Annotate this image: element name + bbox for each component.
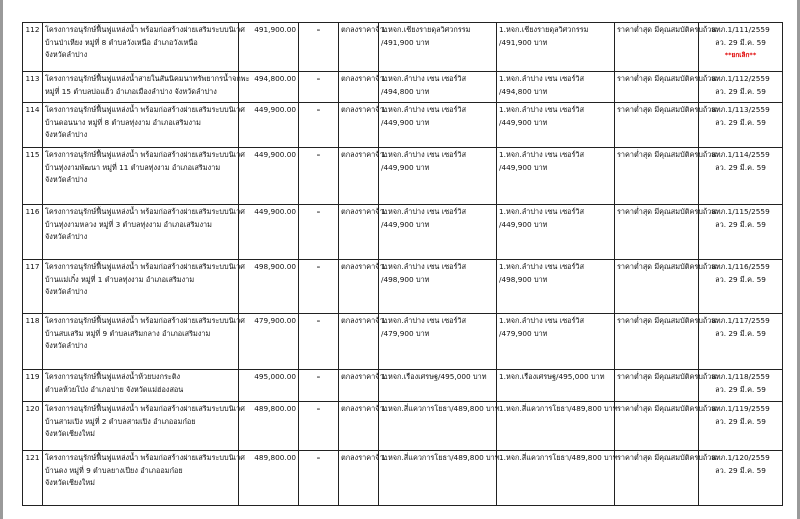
bidder-offer [379,103,497,148]
project-name-line: บ้านสามเปิง หมู่ที่ 2 ตำบลสามเปิง อำเภออมก๋อย [45,416,196,426]
budget-amount: 479,900.00 [239,314,299,370]
bidder-offer-line: /449,900 บาท [381,162,430,172]
table-row [23,370,783,402]
procurement-method: ตกลงราคาจ้าง [339,103,379,148]
contract-reference-line: ลว. 29 มี.ค. 59 [715,37,766,47]
budget-amount: 449,900.00 [239,205,299,260]
median-price: – [299,148,339,205]
contract-reference-line: ลว. 29 มี.ค. 59 [715,86,766,96]
selected-vendor-line: /449,900 บาท [499,162,548,172]
contract-reference-line: ลว. 29 มี.ค. 59 [715,162,766,172]
project-name-line: บ้านแม่เกิ๋ง หมู่ที่ 1 ตำบลทุ่งงาม อำเภอเสริมงาม [45,274,195,284]
project-name-line: บ้านทุ่งงามพัฒนา หมู่ที่ 11 ตำบลทุ่งงาม อำเภอเสริมงาม [45,162,221,172]
selected-vendor-line: /491,900 บาท [499,37,548,47]
selection-reason: ราคาต่ำสุด มีคุณสมบัติครบถ้วน [615,402,699,451]
procurement-method: ตกลงราคาจ้าง [339,314,379,370]
project-name [43,402,245,451]
bidder-offer [379,402,500,451]
selected-vendor-line: 1.หจก.ลำปาง เซน เซอร์วิส [499,262,585,271]
project-name [43,370,239,402]
selected-vendor-line: 1.หจก.สี่แควการโยธา/489,800 บาท [499,404,618,413]
contract-reference [699,370,783,402]
median-price: – [299,72,339,103]
contract-reference-line: ลว. 29 มี.ค. 59 [715,465,766,475]
median-price: – [299,402,339,451]
selected-vendor [497,148,615,205]
selected-vendor-line: 1.หจก.เชียงรายดุลวิศวกรรม [499,25,589,34]
selected-vendor [497,23,615,72]
row-number: 116 [23,205,43,260]
selected-vendor [497,72,615,103]
row-number: 120 [23,402,43,451]
bidder-offer [379,205,497,260]
bidder-offer-line: 1.หจก.เรืองเศรษฐ/495,000 บาท [381,372,487,381]
contract-reference-line: สทภ.1/116/2559 [711,262,770,271]
selection-reason: ราคาต่ำสุด มีคุณสมบัติครบถ้วน [615,205,699,260]
bidder-offer-line: 1.หจก.ลำปาง เซน เซอร์วิส [381,316,467,325]
procurement-method: ตกลงราคาจ้าง [339,370,379,402]
table-row [23,103,783,148]
project-name-line: จังหวัดลำปาง [45,175,88,184]
selection-reason: ราคาต่ำสุด มีคุณสมบัติครบถ้วน [615,72,699,103]
bidder-offer-line: 1.หจก.ลำปาง เซน เซอร์วิส [381,150,467,159]
bidder-offer-line: 1.หจก.ลำปาง เซน เซอร์วิส [381,262,467,271]
project-name [43,451,245,506]
project-name [43,314,245,370]
contract-reference-line: สทภ.1/111/2559 [711,25,770,34]
selected-vendor-line: /494,800 บาท [499,86,548,96]
project-name-line: หมู่ที่ 15 ตำบลบ่อแฮ้ว อำเภอเมืองลำปาง จังหวัดลำปาง [45,86,217,96]
selected-vendor-line: 1.หจก.ลำปาง เซน เซอร์วิส [499,207,585,216]
median-price: – [299,260,339,314]
table-row [23,205,783,260]
selected-vendor-line: 1.หจก.ลำปาง เซน เซอร์วิส [499,150,585,159]
bidder-offer-line: /494,800 บาท [381,86,430,96]
contract-reference [699,451,783,506]
selected-vendor [497,205,615,260]
row-number: 119 [23,370,43,402]
contract-reference [699,72,783,103]
procurement-method: ตกลงราคาจ้าง [339,72,379,103]
bidder-offer [379,23,497,72]
row-number: 113 [23,72,43,103]
budget-amount: 498,900.00 [239,260,299,314]
bidder-offer-line: 1.หจก.สี่แควการโยธา/489,800 บาท [381,453,500,462]
contract-reference-line: ลว. 29 มี.ค. 59 [715,274,766,284]
budget-amount: 449,900.00 [239,148,299,205]
selection-reason: ราคาต่ำสุด มีคุณสมบัติครบถ้วน [615,103,699,148]
project-name-line: บ้านดง หมู่ที่ 9 ตำบลยางเปียง อำเภออมก๋อย [45,465,183,475]
selection-reason: ราคาต่ำสุด มีคุณสมบัติครบถ้วน [615,23,699,72]
selected-vendor-line: /498,900 บาท [499,274,548,284]
selected-vendor [497,402,618,451]
contract-reference [699,314,783,370]
contract-reference-line: สทภ.1/113/2559 [711,105,770,114]
median-price: – [299,23,339,72]
budget-amount: 491,900.00 [239,23,299,72]
contract-reference-line: ลว. 29 มี.ค. 59 [715,328,766,338]
project-name-line: จังหวัดลำปาง [45,130,88,139]
budget-amount: 495,000.00 [239,370,299,402]
budget-amount: 494,800.00 [239,72,299,103]
row-number: 115 [23,148,43,205]
selection-reason: ราคาต่ำสุด มีคุณสมบัติครบถ้วน [615,314,699,370]
selection-reason: ราคาต่ำสุด มีคุณสมบัติครบถ้วน [615,260,699,314]
table-row [23,72,783,103]
contract-reference [699,402,783,451]
project-name-line: โครงการอนุรักษ์ฟื้นฟูแหล่งน้ำ พร้อมก่อสร้างฝายเสริมระบบนิเวศ [45,453,245,462]
selected-vendor [497,451,618,506]
contract-reference-line: สทภ.1/118/2559 [711,372,770,381]
row-number: 118 [23,314,43,370]
project-name [43,103,245,148]
bidder-offer-line: /498,900 บาท [381,274,430,284]
median-price: – [299,314,339,370]
row-number: 114 [23,103,43,148]
median-price: – [299,370,339,402]
contract-reference [699,205,783,260]
contract-reference-line: สทภ.1/117/2559 [711,316,770,325]
row-number: 112 [23,23,43,72]
table-row [23,148,783,205]
project-name-line: บ้านสบเสริม หมู่ที่ 9 ตำบลเสริมกลาง อำเภอเสริมงาม [45,328,211,338]
table-row [23,451,783,506]
contract-reference-line: สทภ.1/112/2559 [711,74,770,83]
selected-vendor-line: 1.หจก.ลำปาง เซน เซอร์วิส [499,316,585,325]
selected-vendor-line: 1.หจก.ลำปาง เซน เซอร์วิส [499,105,585,114]
bidder-offer-line: 1.หจก.ลำปาง เซน เซอร์วิส [381,207,467,216]
contract-reference-line: สทภ.1/115/2559 [711,207,770,216]
project-name-line: จังหวัดเชียงใหม่ [45,429,95,438]
project-name-line: โครงการอนุรักษ์ฟื้นฟูแหล่งน้ำสายในสันนิคมนาทรัพยากรน้ำจกพะ [45,74,250,83]
table-row [23,314,783,370]
median-price: – [299,103,339,148]
bidder-offer [379,314,497,370]
selected-vendor-line: /449,900 บาท [499,117,548,127]
contract-reference-line: สทภ.1/120/2559 [711,453,770,462]
project-name-line: จังหวัดลำปาง [45,232,88,241]
project-name-line: โครงการอนุรักษ์ฟื้นฟูแหล่งน้ำ พร้อมก่อสร้างฝายเสริมระบบนิเวศ [45,207,245,216]
bidder-offer [379,260,497,314]
contract-reference [699,148,783,205]
selected-vendor-line: /479,900 บาท [499,328,548,338]
table-body [23,23,783,506]
bidder-offer [379,148,497,205]
document-page [3,0,797,519]
project-name-line: บ้านดอนนาง หมู่ที่ 8 ตำบลทุ่งงาม อำเภอเสริมงาม [45,117,201,127]
selected-vendor [497,260,615,314]
bidder-offer-line: /449,900 บาท [381,117,430,127]
bidder-offer [379,72,497,103]
project-name [43,23,245,72]
procurement-method: ตกลงราคาจ้าง [339,205,379,260]
project-name-line: โครงการอนุรักษ์ฟื้นฟูแหล่งน้ำห้วยบงกระติง [45,372,181,381]
row-number: 117 [23,260,43,314]
project-name [43,148,245,205]
selected-vendor-line: 1.หจก.เรืองเศรษฐ/495,000 บาท [499,372,605,381]
table-row [23,23,783,72]
project-name [43,260,245,314]
project-name [43,205,245,260]
selection-reason: ราคาต่ำสุด มีคุณสมบัติครบถ้วน [615,370,699,402]
contract-reference [699,260,783,314]
bidder-offer [379,451,500,506]
selection-reason: ราคาต่ำสุด มีคุณสมบัติครบถ้วน [615,148,699,205]
cancelled-note: **ยกเลิก** [724,51,757,59]
selection-reason: ราคาต่ำสุด มีคุณสมบัติครบถ้วน [615,451,699,506]
contract-reference-line: สทภ.1/114/2559 [711,150,770,159]
project-name-line: ตำบลห้วยโป่ง อำเภอปาย จังหวัดแม่ฮ่องสอน [45,384,184,394]
contract-reference [699,103,783,148]
median-price: – [299,205,339,260]
bidder-offer-line: /491,900 บาท [381,37,430,47]
bidder-offer-line: 1.หจก.ลำปาง เซน เซอร์วิส [381,74,467,83]
budget-amount: 489,800.00 [239,451,299,506]
budget-amount: 449,900.00 [239,103,299,148]
table-row [23,402,783,451]
selected-vendor-line: /449,900 บาท [499,219,548,229]
contract-reference-line: ลว. 29 มี.ค. 59 [715,117,766,127]
contract-reference-line: สทภ.1/119/2559 [711,404,770,413]
project-name-line: โครงการอนุรักษ์ฟื้นฟูแหล่งน้ำ พร้อมก่อสร้างฝายเสริมระบบนิเวศ [45,316,245,325]
project-name-line: โครงการอนุรักษ์ฟื้นฟูแหล่งน้ำ พร้อมก่อสร้างฝายเสริมระบบนิเวศ [45,150,245,159]
row-number: 121 [23,451,43,506]
project-name-line: โครงการอนุรักษ์ฟื้นฟูแหล่งน้ำ พร้อมก่อสร้างฝายเสริมระบบนิเวศ [45,25,245,34]
project-name-line: บ้านทุ่งงามหลวง หมู่ที่ 3 ตำบลทุ่งงาม อำเภอเสริมงาม [45,219,212,229]
selected-vendor-line: 1.หจก.สี่แควการโยธา/489,800 บาท [499,453,618,462]
procurement-method: ตกลงราคาจ้าง [339,148,379,205]
bidder-offer-line: 1.หจก.เชียงรายดุลวิศวกรรม [381,25,471,34]
budget-amount: 489,800.00 [239,402,299,451]
bidder-offer-line: 1.หจก.สี่แควการโยธา/489,800 บาท [381,404,500,413]
contract-reference-line: ลว. 29 มี.ค. 59 [715,219,766,229]
contract-reference [699,23,783,72]
bidder-offer-line: /449,900 บาท [381,219,430,229]
project-name [43,72,250,103]
project-name-line: จังหวัดลำปาง [45,287,88,296]
procurement-method: ตกลงราคาจ้าง [339,402,379,451]
table-row [23,260,783,314]
project-name-line: โครงการอนุรักษ์ฟื้นฟูแหล่งน้ำ พร้อมก่อสร้างฝายเสริมระบบนิเวศ [45,262,245,271]
bidder-offer-line: /479,900 บาท [381,328,430,338]
procurement-method: ตกลงราคาจ้าง [339,260,379,314]
procurement-method: ตกลงราคาจ้าง [339,23,379,72]
selected-vendor [497,314,615,370]
median-price: – [299,451,339,506]
selected-vendor [497,370,615,402]
project-name-line: บ้านป่าเหียง หมู่ที่ 8 ตำบลวังเหนือ อำเภอวังเหนือ [45,37,198,47]
bidder-offer-line: 1.หจก.ลำปาง เซน เซอร์วิส [381,105,467,114]
project-name-line: โครงการอนุรักษ์ฟื้นฟูแหล่งน้ำ พร้อมก่อสร้างฝายเสริมระบบนิเวศ [45,404,245,413]
project-name-line: จังหวัดลำปาง [45,341,88,350]
contract-reference-line: ลว. 29 มี.ค. 59 [715,416,766,426]
project-name-line: จังหวัดลำปาง [45,50,88,59]
bidder-offer [379,370,497,402]
selected-vendor-line: 1.หจก.ลำปาง เซน เซอร์วิส [499,74,585,83]
procurement-table [22,22,783,506]
contract-reference-line: ลว. 29 มี.ค. 59 [715,384,766,394]
project-name-line: จังหวัดเชียงใหม่ [45,478,95,487]
selected-vendor [497,103,615,148]
project-name-line: โครงการอนุรักษ์ฟื้นฟูแหล่งน้ำ พร้อมก่อสร้างฝายเสริมระบบนิเวศ [45,105,245,114]
procurement-method: ตกลงราคาจ้าง [339,451,379,506]
